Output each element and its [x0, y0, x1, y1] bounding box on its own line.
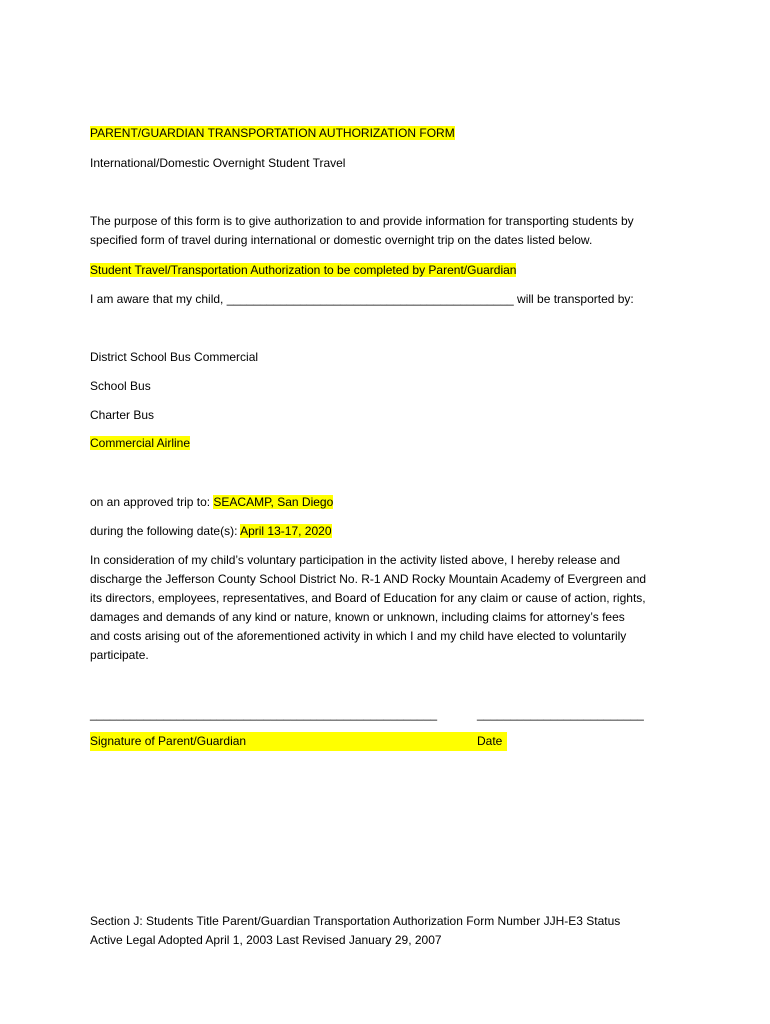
transport-option: School Bus: [90, 379, 151, 393]
trip-prefix: on an approved trip to:: [90, 495, 214, 509]
dates-prefix: during the following date(s):: [90, 524, 241, 538]
child-name-blank[interactable]: ___________________________________________: [226, 292, 514, 306]
form-subtitle: International/Domestic Overnight Student Travel: [90, 156, 346, 170]
release-line: and costs arising out of the aforementioned activity in which I and my child have elected to voluntarily: [90, 629, 627, 643]
signature-label-highlight: [90, 732, 507, 751]
signature-row: [90, 732, 507, 751]
transport-option: District School Bus Commercial: [90, 350, 259, 364]
form-title-text: PARENT/GUARDIAN TRANSPORTATION AUTHORIZATION FORM: [90, 126, 455, 140]
footer-line: Active Legal Adopted April 1, 2003 Last Revised January 29, 2007: [90, 933, 442, 947]
signature-label: Signature of Parent/Guardian: [90, 734, 247, 748]
signature-blank[interactable]: ____________________________________________________: [90, 707, 438, 721]
release-line: participate.: [90, 648, 149, 662]
trip-destination: SEACAMP, San Diego: [213, 495, 334, 509]
transport-option: Charter Bus: [90, 408, 155, 422]
trip-dates-line: [90, 522, 332, 541]
release-line: discharge the Jefferson County School District No. R-1 AND Rocky Mountain Academy of Evergreen and: [90, 572, 647, 586]
trip-dates: April 13-17, 2020: [240, 524, 332, 538]
transport-option-selected: [90, 434, 190, 453]
release-line: its directors, employees, representatives, and Board of Education for any claim or cause of action, rights,: [90, 591, 646, 605]
form-title: [90, 124, 455, 143]
release-line: damages and demands of any kind or nature, known or unknown, including claims for attorney’s fees: [90, 610, 625, 624]
footer-note: [90, 912, 690, 950]
date-label-row: [477, 732, 502, 751]
trip-destination-line: [90, 493, 333, 512]
release-paragraph: [90, 551, 690, 665]
date-label: Date: [477, 734, 503, 748]
release-line: In consideration of my child’s voluntary participation in the activity listed above, I hereby release and: [90, 553, 621, 567]
purpose-line: The purpose of this form is to give authorization to and provide information for transporting students by: [90, 214, 634, 228]
purpose-paragraph: [90, 212, 690, 250]
section-heading-text: Student Travel/Transportation Authorization to be completed by Parent/Guardian: [90, 263, 517, 277]
aware-prefix: I am aware that my child,: [90, 292, 227, 306]
purpose-line: specified form of travel during international or domestic overnight trip on the dates listed below.: [90, 233, 593, 247]
section-heading: [90, 261, 516, 280]
date-blank[interactable]: _________________________: [477, 707, 644, 721]
transport-option-text: Commercial Airline: [90, 436, 191, 450]
aware-suffix: will be transported by:: [513, 292, 634, 306]
footer-line: Section J: Students Title Parent/Guardian Transportation Authorization Form Number JJH-E3 Status: [90, 914, 621, 928]
aware-statement: [90, 290, 634, 309]
